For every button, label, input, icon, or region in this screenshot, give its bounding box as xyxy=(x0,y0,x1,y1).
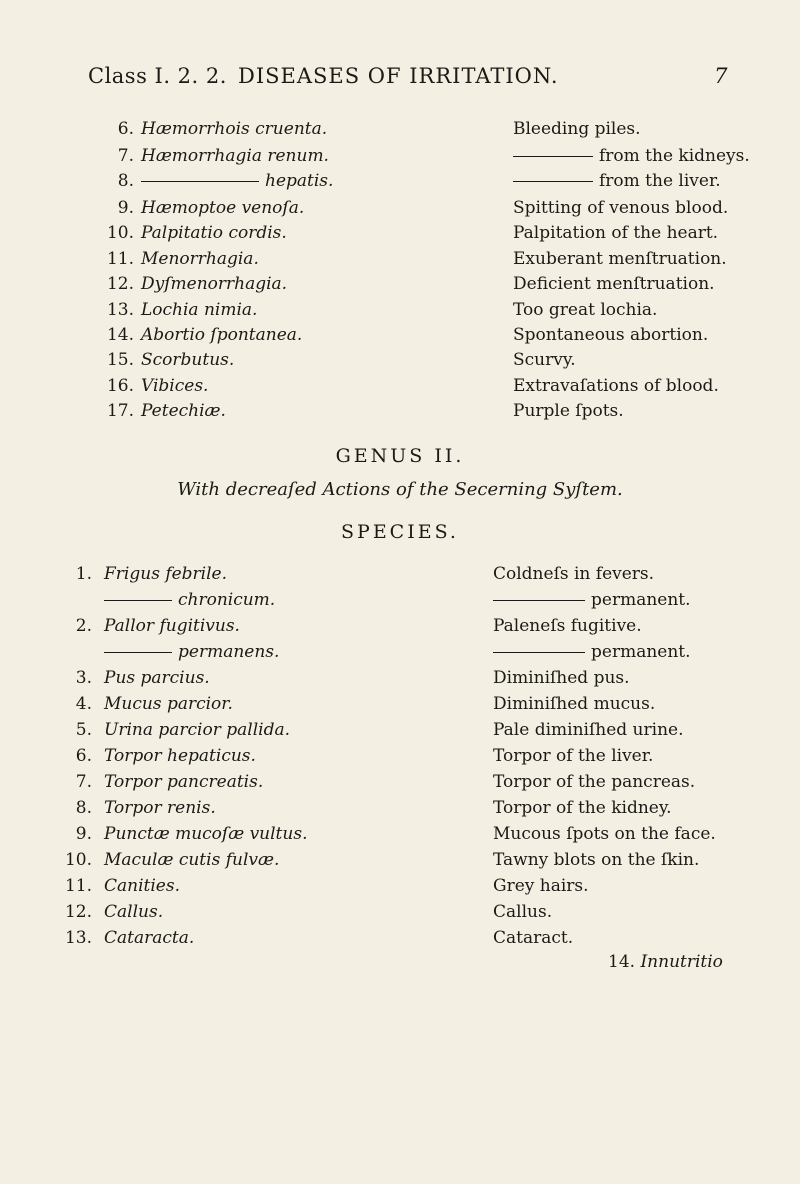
running-header xyxy=(88,64,728,94)
catchword-number: 14. xyxy=(608,952,636,972)
class-label: Class I. 2. 2. xyxy=(88,64,227,88)
genus-subtitle: With decreaſed Actions of the Secerning Syſtem. xyxy=(177,479,623,500)
page-number: 7 xyxy=(714,64,728,88)
page-title: DISEASES OF IRRITATION. xyxy=(238,64,559,88)
genus-heading: GENUS II. xyxy=(335,445,465,467)
catchword xyxy=(608,952,723,972)
catchword-text: Innutritio xyxy=(640,952,723,972)
species-heading: SPECIES. xyxy=(341,521,459,543)
book-page: Class I. 2. 2. DISEASES OF IRRITATION. 7 6. Hæmorrhois cruenta. Bleeding piles. 7. Hæmorrhagia renum. from the kidneys. 8. hepatis. from the liver. 9. Hæmoptoe venoſa. Spitting of venous blood. 10. Palpitatio cordis. Palpitation of the heart. 11. Menorrhagia. Exuberant menſtruation. 12. Dyſmenorrhagia. Deficient menſtruation. 13. Lochia nimia. Too great lochia. 14. Abortio ſpontanea. Spontaneous abortion. 15. Scorbutus. Scurvy. 16. Vibices. Extravaſations of blood. 17. Petechiæ. Purple ſpots. GENUS II. With decreaſed Actions of the Secerning Syſtem. SPECIES. 1. Frigus febrile. Coldneſs in fevers. chronicum. permanent. 2. Pallor fugitivus. Paleneſs fugitive. permanens. permanent. 3. Pus parcius. Diminiſhed pus. 4. Mucus parcior. Diminiſhed mucus. 5. Urina parcior pallida. Pale diminiſhed urine. 6. Torpor hepaticus. Torpor of the liver. 7. Torpor pancreatis. Torpor of the pancreas. 8. Torpor renis. Torpor of the kidney. 9. Punctæ mucoſæ vultus. Mucous ſpots on the face. 10. Maculæ cutis fulvæ. Tawny blots on the ſkin. 11. Canities. Grey hairs. 12. Callus. Callus. 13. Cataracta. Cataract. 14. Innutritio xyxy=(0,0,800,1184)
